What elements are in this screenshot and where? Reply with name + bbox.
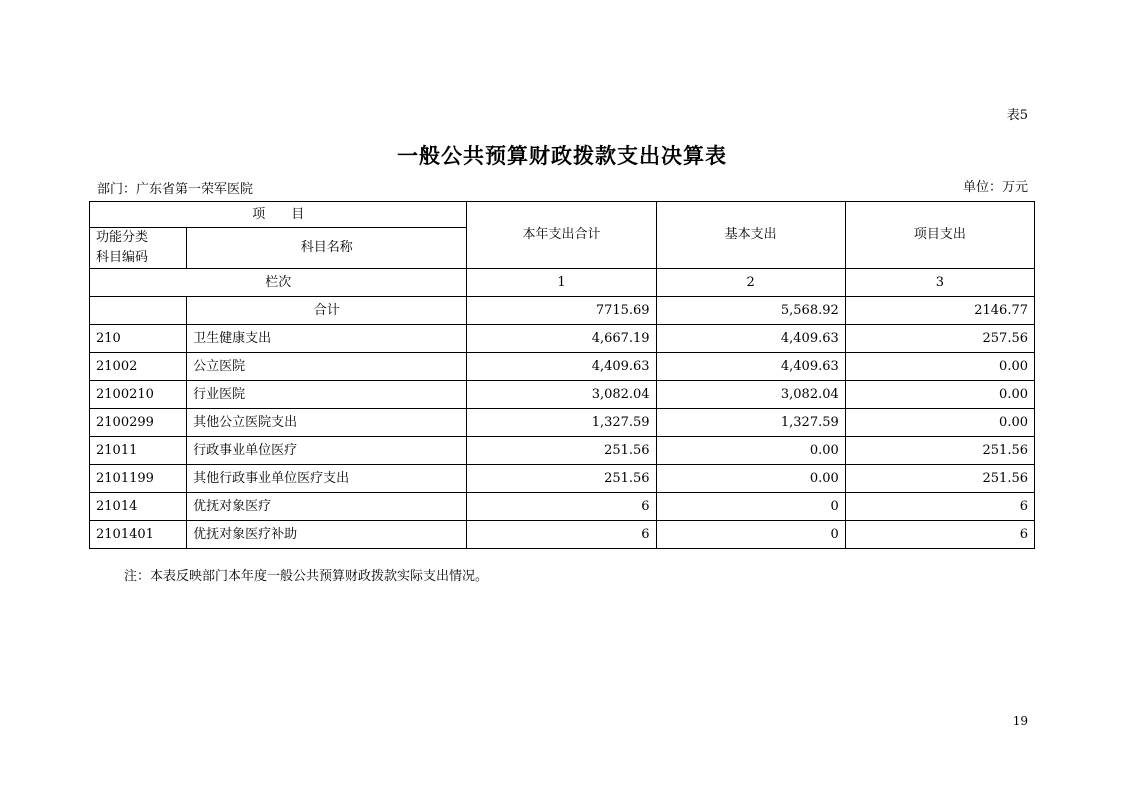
row-code: 210 — [90, 325, 187, 353]
table-row — [90, 325, 1035, 353]
row-total: 6 — [467, 493, 656, 521]
total-row-label: 合计 — [187, 297, 467, 325]
row-project: 6 — [845, 521, 1034, 549]
table-row — [90, 521, 1035, 549]
page-number: 19 — [1012, 714, 1028, 728]
table-row — [90, 493, 1035, 521]
table-number: 表5 — [1006, 108, 1028, 123]
total-row-code — [90, 297, 187, 325]
row-name: 公立医院 — [187, 353, 467, 381]
column-order-row — [90, 269, 1035, 297]
table-row — [90, 437, 1035, 465]
item-header: 项 目 — [90, 202, 467, 228]
row-name: 其他公立医院支出 — [187, 409, 467, 437]
row-name: 行政事业单位医疗 — [187, 437, 467, 465]
row-basic: 0.00 — [656, 437, 845, 465]
row-code: 21002 — [90, 353, 187, 381]
row-basic: 0 — [656, 493, 845, 521]
header-row-1 — [90, 202, 1035, 228]
row-project: 0.00 — [845, 381, 1034, 409]
column-order-label: 栏次 — [90, 269, 467, 297]
row-basic: 0.00 — [656, 465, 845, 493]
total-row-project: 2146.77 — [845, 297, 1034, 325]
function-code-header — [90, 228, 187, 269]
row-project: 251.56 — [845, 437, 1034, 465]
page-title: 一般公共预算财政拨款支出决算表 — [397, 143, 727, 168]
total-row-basic: 5,568.92 — [656, 297, 845, 325]
row-total: 3,082.04 — [467, 381, 656, 409]
row-code: 2101401 — [90, 521, 187, 549]
row-code: 21014 — [90, 493, 187, 521]
project-expense-header: 项目支出 — [845, 202, 1034, 269]
column-order-3: 3 — [845, 269, 1034, 297]
subject-name-header: 科目名称 — [187, 228, 467, 269]
row-project: 257.56 — [845, 325, 1034, 353]
basic-expense-header: 基本支出 — [656, 202, 845, 269]
row-total: 4,667.19 — [467, 325, 656, 353]
row-total: 1,327.59 — [467, 409, 656, 437]
row-total: 251.56 — [467, 437, 656, 465]
total-row — [90, 297, 1035, 325]
row-project: 6 — [845, 493, 1034, 521]
row-total: 6 — [467, 521, 656, 549]
row-basic: 1,327.59 — [656, 409, 845, 437]
row-code: 2100299 — [90, 409, 187, 437]
table-row — [90, 465, 1035, 493]
budget-table — [89, 201, 1035, 549]
row-basic: 4,409.63 — [656, 325, 845, 353]
row-total: 4,409.63 — [467, 353, 656, 381]
total-expense-header: 本年支出合计 — [467, 202, 656, 269]
row-name: 其他行政事业单位医疗支出 — [187, 465, 467, 493]
department-label: 部门：广东省第一荣军医院 — [97, 182, 254, 197]
total-row-total: 7715.69 — [467, 297, 656, 325]
function-code-header-line2: 科目编码 — [96, 250, 149, 265]
column-order-1: 1 — [467, 269, 656, 297]
row-basic: 3,082.04 — [656, 381, 845, 409]
row-project: 251.56 — [845, 465, 1034, 493]
row-code: 21011 — [90, 437, 187, 465]
row-name: 卫生健康支出 — [187, 325, 467, 353]
row-project: 0.00 — [845, 353, 1034, 381]
row-name: 优抚对象医疗 — [187, 493, 467, 521]
row-code: 2101199 — [90, 465, 187, 493]
unit-label: 单位：万元 — [962, 180, 1028, 195]
table-row — [90, 409, 1035, 437]
column-order-2: 2 — [656, 269, 845, 297]
row-basic: 4,409.63 — [656, 353, 845, 381]
row-code: 2100210 — [90, 381, 187, 409]
table-row — [90, 353, 1035, 381]
row-name: 行业医院 — [187, 381, 467, 409]
table-row — [90, 381, 1035, 409]
row-name: 优抚对象医疗补助 — [187, 521, 467, 549]
row-total: 251.56 — [467, 465, 656, 493]
table-note: 注：本表反映部门本年度一般公共预算财政拨款实际支出情况。 — [124, 569, 489, 584]
row-project: 0.00 — [845, 409, 1034, 437]
row-basic: 0 — [656, 521, 845, 549]
function-code-header-line1: 功能分类 — [96, 230, 149, 245]
